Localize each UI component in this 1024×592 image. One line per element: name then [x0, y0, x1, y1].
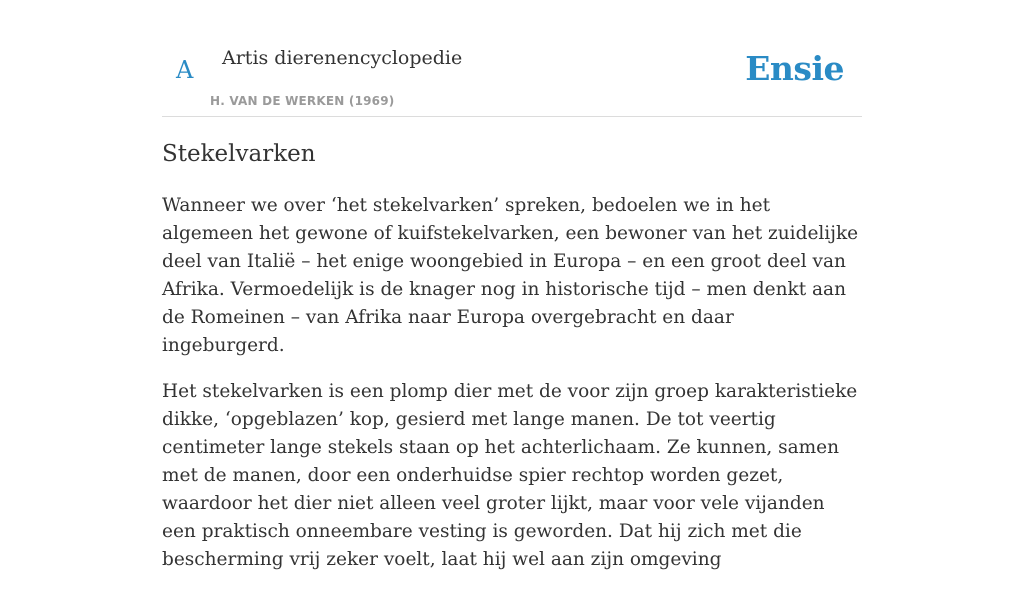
article-paragraph: Wanneer we over ‘het stekelvarken’ spreken, bedoelen we in het algemeen het gewone of kuifstekelvarken, een bewoner van het zuidelijke deel van Italië – het enige woongebied in Europa – en een groot deel van Afrika. Vermoedelijk is de knager nog in historische tijd – men denkt aan de Romeinen – van Afrika naar Europa overgebracht en daar ingeburgerd.: [162, 195, 859, 356]
book-title-link[interactable]: Artis dierenencyclopedie: [222, 47, 463, 69]
book-author: H. VAN DE WERKEN (1969): [210, 94, 395, 108]
article: [162, 138, 862, 592]
letter-index-link[interactable]: A: [176, 56, 194, 84]
article-paragraph: Het stekelvarken is een plomp dier met de voor zijn groep karakteristieke dikke, ‘opgeblazen’ kop, gesierd met lange manen. De tot veertig centimeter lange stekels staan op het achterlichaam. Ze kunnen, samen met de manen, door een onderhuidse spier rechtop worden gezet, waardoor het dier niet alleen veel groter lijkt, maar voor vele vijanden een praktisch onneembare vesting is geworden. Dat hij zich met die bescherming vrij zeker voelt, laat hij wel aan zijn omgeving: [162, 381, 858, 570]
book-header: [162, 0, 862, 117]
article-title: Stekelvarken: [162, 141, 316, 167]
ensie-logo-link[interactable]: Ensie: [745, 49, 844, 88]
